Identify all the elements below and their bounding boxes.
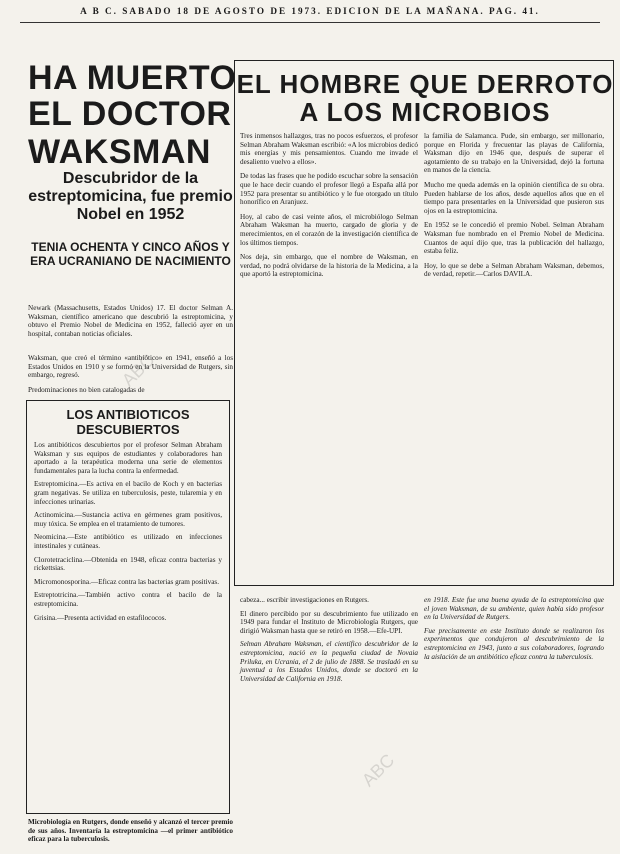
watermark-mark: ABC [357,749,399,791]
feature-para: la familia de Salamanca. Pude, sin embargo, ser millonario, porque en Florida y frecuentar las playas de California, Waksman dijo en 1946 que, después de superar el agotamiento de su trabajo en la Universidad, dejó la fortuna en manos de la ciencia. [424,132,604,175]
antibiotics-para: Clorotetraciclina.—Obtenida en 1948, eficaz contra bacterias y rickettsias. [34,555,222,573]
secondary-subheadline: TENIA OCHENTA Y CINCO AÑOS Y ERA UCRANIANO DE NACIMIENTO [30,240,231,268]
feature-para: Mucho me queda además en la opinión científica de su obra. Pueden hablarse de los años, desde aquellos años que en el tiempo para presentarles en la Universidad que pusieron sus ojos en la estreptomicina. [424,180,604,215]
intro-paragraph-3: Predominaciones no bien catalogadas de [28,386,145,394]
header-rule [20,22,600,23]
feature-column-2 [424,132,604,285]
feature-title: EL HOMBRE QUE DERROTO A LOS MICROBIOS [236,69,614,127]
feature-para: Tres inmensos hallazgos, tras no pocos esfuerzos, el profesor Selman Abraham Waksman escribió: «A los microbios dedicó mis energías y mis pensamientos. Cuando me invade el desaliento vuelvo a ellos». [240,132,418,166]
feature-para: Hoy, al cabo de casi veinte años, el microbiólogo Selman Abraham Waksman ha muerto, cargado de gloria y de merecimientos, en el corazón de la investigación científica de los últimos tiempos. [240,212,418,247]
antibiotics-para: Micromonosporina.—Eficaz contra las bacterias gram positivas. [34,577,220,586]
headline-line-2: EL DOCTOR [28,95,232,133]
lower-para: Fue precisamente en este Instituto donde se realizaron los experimentos que condujeron al descubrimiento de la estreptomicina en 1943, junto a sus colaboradores, logrando la aislación de un antibiótico eficaz contra la tuberculosis. [424,626,604,661]
intro-paragraph: Newark (Massachusetts, Estados Unidos) 17. El doctor Selman A. Waksman, científico americano que descubrió la estreptomicina, y obtuvo el Premio Nobel de Medicina en 1952, falleció ayer en un hospital, contaban noticias oficiales. [28,304,233,338]
lower-para: cabeza... escribir investigaciones en Rutgers. [240,596,369,604]
left-footer-paragraph: Microbiología en Rutgers, donde enseñó y alcanzó el tercer premio de sus años. Inventaría la estreptomicina —el primer antibiótico eficaz para la tuberculosis. [28,818,233,844]
antibiotics-box [26,400,230,814]
lower-para: en 1918. Este fue una buena ayuda de la estreptomicina que el joven Waksman, de su ambiente, quien había sido profesor en la Universidad de Rutgers. [424,596,604,622]
lower-para: Selman Abraham Waksman, el científico descubridor de la estreptomicina, nació en la pequeña ciudad de Novaia Priluka, en Ucrania, el 2 de julio de 1888. Se trasladó en su juventud a los Estados Unidos, donde se doctoró en la Universidad de California en 1918. [240,640,418,683]
antibiotics-para: Grisina.—Presenta actividad en estafilococos. [34,613,167,622]
lower-column-b [424,596,604,666]
antibiotics-box-title: LOS ANTIBIOTICOS DESCUBIERTOS [66,407,190,437]
antibiotics-para: Estreptotricina.—También activo contra el bacilo de la estreptomicina. [34,591,222,608]
feature-para: En 1952 se le concedió el premio Nobel. Selman Abraham Waksman fue nombrado en el Premio Nobel de Medicina. Cuantos de aquí dijo que, tras la publicación del hallazgo, estaba feliz. [424,221,604,256]
lower-column-a [240,596,418,688]
feature-para: Nos deja, sin embargo, que el nombre de Waksman, en verdad, no podrá olvidarse de la historia de la Medicina, a la que aportó la estreptomicina. [240,253,418,279]
intro-paragraph-2: Waksman, que creó el término «antibiótico» en 1941, enseñó a los Estados Unidos en 1910 y se formó en la Universidad de Rutgers, sin embargo, regresó. [28,354,233,380]
page-header: A B C. SABADO 18 DE AGOSTO DE 1973. EDICION DE LA MAÑANA. PAG. 41. [80,6,540,16]
feature-column-1 [240,132,418,285]
antibiotics-para: Actinomicina.—Sustancia activa en gérmenes gram positivos, muy tóxica. Se emplea en el tratamiento de tumores. [34,511,222,528]
antibiotics-para: Neomicina.—Este antibiótico es utilizado en infecciones intestinales y cutáneas. [34,533,222,550]
headline-line-1: HA MUERTO [28,59,237,97]
antibiotics-box-body [34,441,222,622]
subheadline: Descubridor de la estreptomicina, fue premio Nobel en 1952 [28,170,233,223]
headline-line-3: WAKSMAN [28,133,211,171]
lower-para: El dinero percibido por su descubrimiento fue utilizado en 1949 para fundar el Instituto de Microbiología Rutgers, que dirigió Waksman hasta que se retiró en 1958.—Efe-UPI. [240,609,418,635]
antibiotics-para: Estreptomicina.—Es activa en el bacilo de Koch y en bacterias gram negativas. Se utiliza en tuberculosis, peste, tularemia y en infecciones urinarias. [34,480,222,506]
watermark-mark: ABC [117,349,159,391]
antibiotics-para: Los antibióticos descubiertos por el profesor Selman Abraham Waksman y sus equipos de estudiantes y colaboradores han aportado a la terapéutica moderna una serie de elementos fundamentales para la lucha contra la enfermedad. [34,441,222,475]
feature-para: Hoy, lo que se debe a Selman Abraham Waksman, debemos, de verdad, repetir.—Carlos DAVILA. [424,261,604,279]
feature-para: De todas las frases que he podido escuchar sobre la sensación que le hace decir cuando el profesor llegó a España allá por 1952 para presentar su antibiótico y le fue otorgado un título honorífico en Aranjuez. [240,172,418,207]
